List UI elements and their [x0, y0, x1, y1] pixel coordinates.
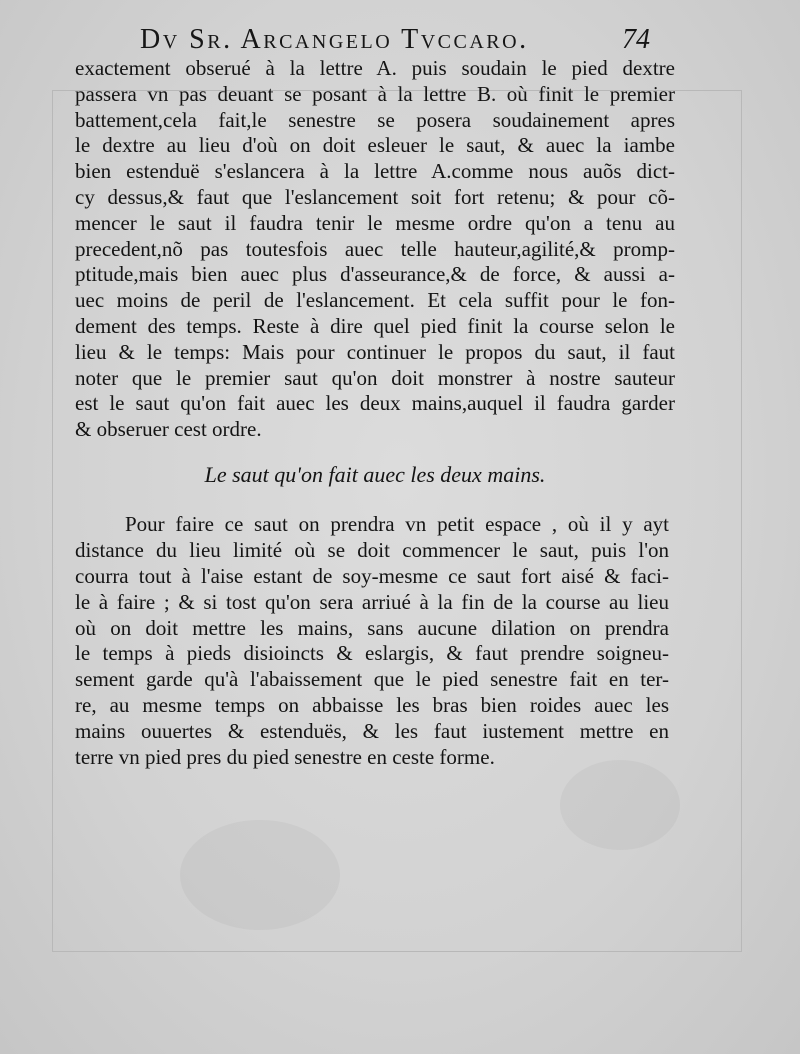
text-line: est le saut qu'on fait auec les deux mains,auquel il faudra garder: [75, 391, 675, 416]
section-heading: Le saut qu'on fait auec les deux mains.: [204, 462, 546, 487]
text-line: le temps à pieds disioincts & eslargis, & faut prendre soigneu-: [75, 641, 669, 666]
section-text: [75, 512, 669, 771]
text-line: ptitude,mais bien auec plus d'asseurance,& de force, & aussi a-: [75, 262, 675, 287]
text-line: dement des temps. Reste à dire quel pied finit la course selon le: [75, 313, 675, 338]
text-line: courra tout à l'aise estant de soy-mesme ce saut fort aisé & faci-: [75, 563, 669, 588]
page-number: 74: [622, 24, 650, 55]
text-line: & obseruer cest ordre.: [75, 417, 262, 442]
text-line: mencer le saut il faudra tenir le mesme ordre qu'on a tenu au: [75, 210, 675, 235]
text-line: cy dessus,& faut que l'eslancement soit fort retenu; & pour cõ-: [75, 184, 675, 209]
body-text: [75, 56, 675, 443]
text-line: re, au mesme temps on abbaisse les bras bien roides auec les: [75, 693, 669, 718]
text-line: lieu & le temps: Mais pour continuer le propos du saut, il faut: [75, 339, 675, 364]
text-line: battement,cela fait,le senestre se posera soudainement apres: [75, 107, 675, 132]
text-line: le à faire ; & si tost qu'on sera arriué à la fin de la course au lieu: [75, 589, 669, 614]
text-line: où on doit mettre les mains, sans aucune dilation on prendra: [75, 615, 669, 640]
text-line: passera vn pas deuant se posant à la lettre B. où finit le premier: [75, 81, 675, 106]
text-line: mains ouuertes & estenduës, & les faut iustement mettre en: [75, 719, 669, 744]
text-line: precedent,nõ pas toutesfois auec telle hauteur,agilité,& promp-: [75, 236, 675, 261]
text-line: uec moins de peril de l'eslancement. Et cela suffit pour le fon-: [75, 288, 675, 313]
text-line: le dextre au lieu d'où on doit esleuer le saut, & auec la iambe: [75, 133, 675, 158]
running-title: Dv Sr. Arcangelo Tvccaro.: [140, 24, 529, 55]
text-line: terre vn pied pres du pied senestre en ceste forme.: [75, 745, 495, 770]
text-line: exactement obserué à la lettre A. puis soudain le pied dextre: [75, 56, 675, 80]
text-line: noter que le premier saut qu'on doit monstrer à nostre sauteur: [75, 365, 675, 390]
text-line: Pour faire ce saut on prendra vn petit espace , où il y ayt: [125, 512, 669, 536]
text-line: bien estenduë s'eslancera à la lettre A.comme nous auõs dict-: [75, 159, 675, 184]
text-line: sement garde qu'à l'abaissement que le pied senestre fait en ter-: [75, 667, 669, 692]
text-line: distance du lieu limité où se doit commencer le saut, puis l'on: [75, 537, 669, 562]
